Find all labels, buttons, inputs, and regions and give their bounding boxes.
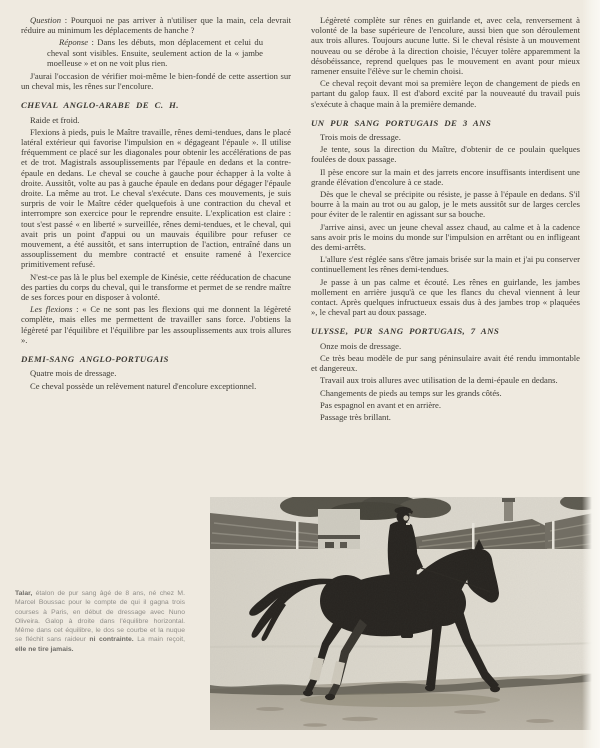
left-column [21, 15, 291, 393]
photo-grain [210, 497, 598, 730]
paragraph: Pas espagnol en avant et en arrière. [320, 399, 441, 410]
paragraph: Flexions à pieds, puis le Maître travaille, rênes demi-tendues, dans le placé latéral extérieur qui favorise l'impulsion en « dégageant l'épaule ». Il utilise fréquemment ce placé sur les diagonales pour obtenir les accélérations de pas et de trot. Magistrals assouplissements par l'épaule en dedans et la contre-épaule en dedans. Le cheval se couche à gauche pour échapper à la volte à droite. Aussitôt, volte au pas à gauche épaule en dedans pour dégager l'épaule droite. La même au trot. Le cheval s'exécute. Dans ces mouvements, je suis surpris de voir le Maître céder quelquefois à une contraction du cheval et interrompre son exercice pour le reprendre ensuite. L'explication est claire : tout s'est passé « en liberté » surveillée, rênes demi-tendues, et le cheval, qui avait pris un point d'appui ou un mauvais équilibre pour refuser ce mouvement, a été aussitôt, et sans interruption de l'action, entraîné dans un assouplissement du membre contracté et ensuite ramené à l'exercice primitivement refusé. [21, 126, 291, 270]
paragraph-lead: Question [30, 15, 62, 25]
paragraph: Il pèse encore sur la main et des jarrets encore insuffisants interdisent une grande élévation d'encolure à ce stade. [311, 166, 580, 187]
paragraph: Onze mois de dressage. [320, 340, 402, 351]
horse-photo [210, 497, 598, 730]
photo-caption [15, 589, 185, 654]
paragraph [21, 15, 291, 35]
paragraph: Ce cheval reçoit devant moi sa première leçon de changement de pieds en partant du galop faux. Il est d'abord excité par la nouveauté du travail puis s'exécute à chaque main à la première demande. [311, 78, 580, 109]
caption-bold-text: elle ne tire jamais. [15, 645, 74, 653]
section-heading: DEMI-SANG ANGLO-PORTUGAIS [21, 354, 169, 365]
right-column [311, 15, 580, 424]
paragraph: Je tente, sous la direction du Maître, d'obtenir de ce poulain quelques foulées de doux passage. [311, 144, 580, 165]
paragraph: J'aurai l'occasion de vérifier moi-même le bien-fondé de cette assertion sur un cheval mis, les rênes sur l'encolure. [21, 71, 291, 92]
paragraph: Changements de pieds au temps sur les grands côtés. [320, 387, 502, 398]
paragraph: J'arrive ainsi, avec un jeune cheval assez chaud, au calme et à la cadence sans avoir pris le moins du monde sur l'impulsion en arrêtant ou en infligeant des demi-arrêts. [311, 221, 580, 253]
paragraph: Légèreté complète sur rênes en guirlande et, avec cela, renversement à volonté de la base supérieure de l'encolure, aussi bien que son déroulement aux trois allures. Toujours aucune lutte. Si le cheval résiste à un mouvement nouveau ou se dérobe à la direction choisie, l'écuyer tolère apparemment la désobéissance, reprend quelques pas le mouvement en avant pour mieux ramener ensuite l'élève sur le chemin choisi. [311, 15, 580, 77]
paragraph: Je passe à un pas calme et écouté. Les rênes en guirlande, les jambes mollement en arrière jusqu'à ce que les flancs du cheval viennent à leur contact. Après quelques infructueux essais dus à des jambes trop « plaquées », le cheval part au doux passage. [311, 276, 580, 318]
paragraph-lead: Les flexions [30, 304, 73, 315]
paragraph: Travail aux trois allures avec utilisation de la demi-épaule en dedans. [320, 375, 558, 386]
paragraph: Dès que le cheval se précipite ou résiste, je passe à l'épaule en dedans. S'il bourre à la main au trot ou au galop, je le mets aussitôt sur de larges cercles pour éviter de le ralentir en agissant sur sa bouche. [311, 189, 580, 220]
paragraph: Raide et froid. [30, 114, 80, 125]
paragraph [21, 304, 291, 345]
paragraph: L'allure s'est réglée sans s'être jamais brisée sur la main et j'ai pu conserver continuellement les rênes demi-tendues. [311, 254, 580, 275]
section-heading: UN PUR SANG PORTUGAIS DE 3 ANS [311, 117, 492, 128]
section-heading: ULYSSE, PUR SANG PORTUGAIS, 7 ANS [311, 326, 500, 337]
paragraph: Quatre mois de dressage. [30, 368, 117, 379]
caption-horse-name: Talar, [15, 590, 33, 597]
paragraph: Trois mois de dressage. [320, 132, 401, 143]
paragraph-text: : Dans les débuts, mon déplacement et celui du cheval sont visibles. Ensuite, seulement action de la « jambe moelleuse » et on ne voit plus rien. [47, 37, 263, 68]
caption-text: La main reçoit, [133, 636, 185, 644]
paragraph-response [47, 37, 263, 68]
caption-text: étalon de pur sang âgé de 8 ans, né chez M. Marcel Boussac pour le compte de qui il gagna trois courses à Paris, en début de dressage avec Nuno Oliveira. Galop à droite dans l'équilibre horizontal. Même dans cet équilibre, le dos se courbe et la nuque se fléchit sans raideur [15, 590, 185, 644]
paragraph: Ce très beau modèle de pur sang péninsulaire avait été rendu immontable et dangereux. [311, 352, 580, 374]
paragraph: N'est-ce pas là le plus bel exemple de Kinésie, cette rééducation de chacune des parties du corps du cheval, qui le transforme et permet de se rendre maître de ses forces pour en disposer à volonté. [21, 271, 291, 303]
paragraph-text: : « Ce ne sont pas les flexions qui me donnent la légèreté complète, mais elles me permettent de travailler sans force. J'obtiens la légèreté par l'équilibre et l'équilibre par les assouplissements aux trois allures ». [21, 304, 291, 345]
paragraph: Ce cheval possède un relèvement naturel d'encolure exceptionnel. [30, 380, 257, 391]
paragraph: Passage très brillant. [320, 411, 391, 422]
paragraph-lead: Réponse [59, 37, 89, 48]
section-heading: CHEVAL ANGLO-ARABE DE C. H. [21, 100, 179, 111]
caption-bold-text: ni contrainte. [89, 636, 134, 644]
paragraph-text: : Pourquoi ne pas arriver à n'utiliser que la main, cela devrait réduire au minimum les déplacements de hanche ? [21, 15, 291, 36]
